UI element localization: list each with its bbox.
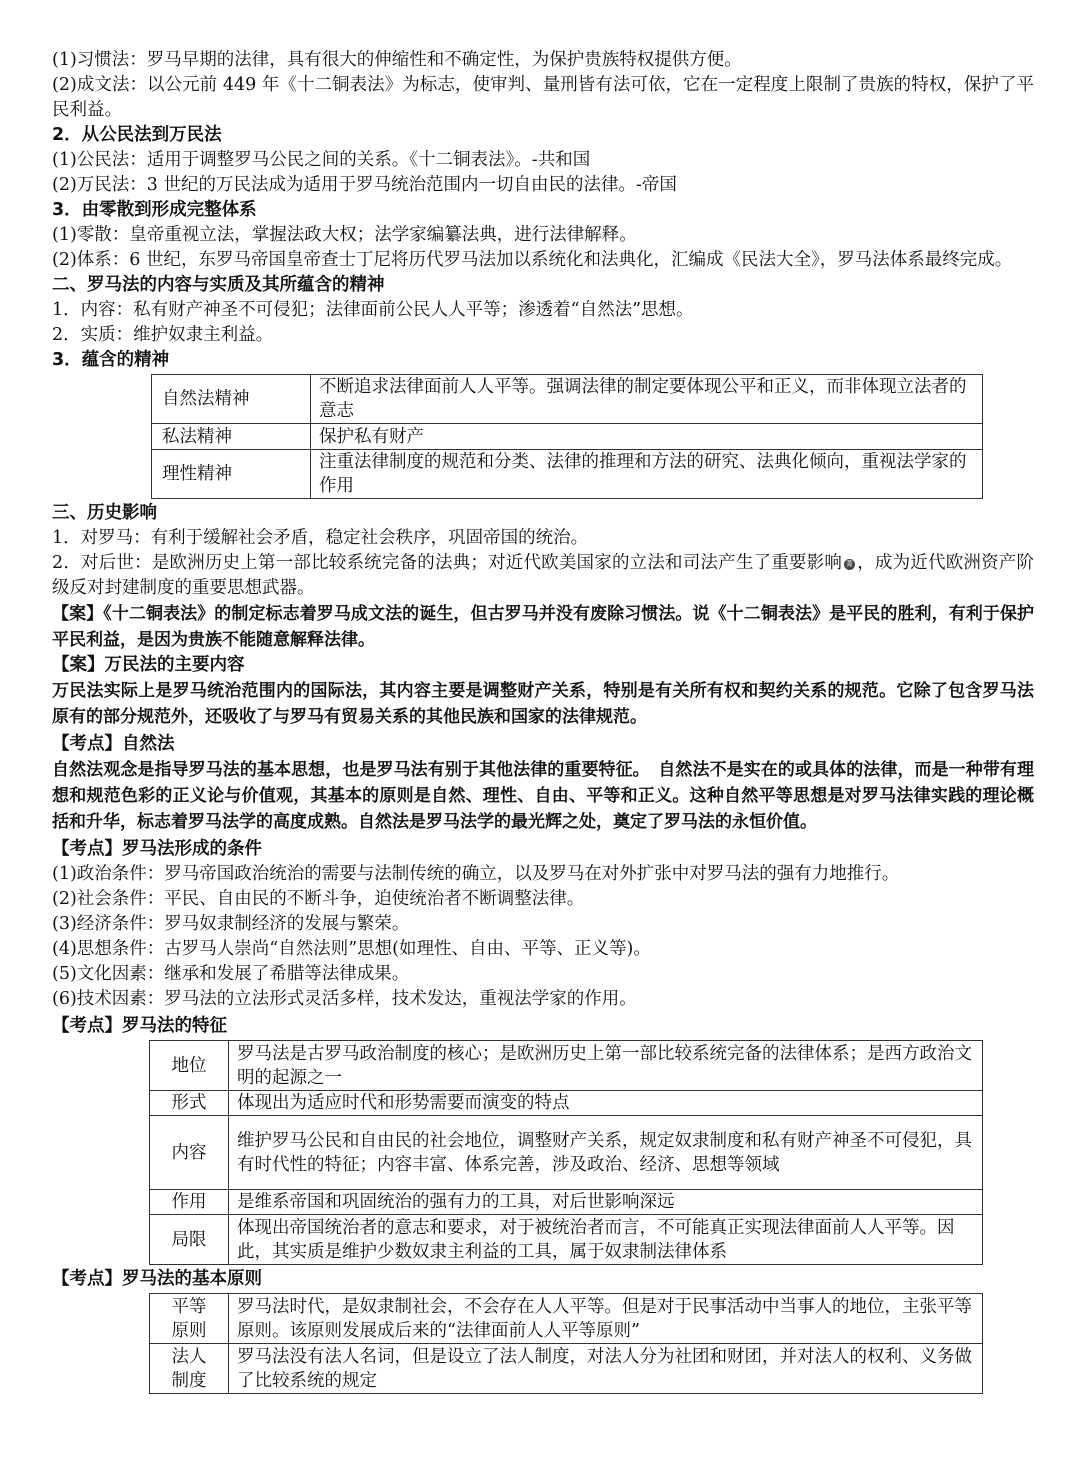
table-key: 地位: [150, 1041, 229, 1091]
table-value: 体现出帝国统治者的意志和要求，对于被统治者而言，不可能真正实现法律面前人人平等。因此，其实质是维护少数奴隶主利益的工具，属于奴隶制法律体系: [229, 1215, 983, 1265]
table-key: [150, 1344, 229, 1394]
paragraph-law-of-nations: (2)万民法：3 世纪的万民法成为适用于罗马统治范围内一切自由民的法律。-帝国: [52, 175, 677, 195]
table-key: 理性精神: [152, 450, 311, 499]
section-title-content-spirit: 二、罗马法的内容与实质及其所蕴含的精神: [52, 275, 385, 295]
table-value: 是维系帝国和巩固统治的强有力的工具，对后世影响深远: [229, 1190, 983, 1215]
table-key: 形式: [150, 1091, 229, 1116]
heading-complete-system: 3．由零散到形成完整体系: [52, 200, 257, 220]
list-item: (3)经济条件：罗马奴隶制经济的发展与繁荣。: [52, 914, 410, 934]
table-key: [150, 1294, 229, 1344]
watermark-mark-icon: 菁: [846, 560, 854, 568]
paragraph-scattered: (1)零散：皇帝重视立法，掌握法政大权；法学家编纂法典，进行法律解释。: [52, 225, 637, 245]
list-item: (6)技术因素：罗马法的立法形式灵活多样，技术发达，重视法学家的作用。: [52, 989, 637, 1009]
paragraph-essence: 2．实质：维护奴隶主利益。: [52, 325, 274, 345]
note-twelve-tables: [52, 601, 1034, 653]
key-line: 制度: [171, 1370, 207, 1391]
table-row: [150, 1294, 983, 1344]
key-line: 原则: [171, 1320, 207, 1341]
note-title-conditions: 【考点】罗马法形成的条件: [52, 839, 262, 859]
table-row: [152, 375, 983, 424]
influence-text-b: ，成为近代欧洲资产阶级反对封建制度的重要思想武器。: [52, 553, 1034, 598]
key-line: 平等: [171, 1296, 207, 1317]
paragraph-system: (2)体系：6 世纪，东罗马帝国皇帝查士丁尼将历代罗马法加以系统化和法典化，汇编成《民法大全》，罗马法体系最终完成。: [52, 250, 1013, 270]
table-key: 作用: [150, 1190, 229, 1215]
table-value: 维护罗马公民和自由民的社会地位，调整财产关系，规定奴隶制度和私有财产神圣不可侵犯，具有时代性的特征；内容丰富、体系完善，涉及政治、经济、思想等领域: [229, 1116, 983, 1190]
table-value: 保护私有财产: [311, 424, 983, 450]
table-row: [150, 1215, 983, 1265]
list-item: (5)文化因素：继承和发展了希腊等法律成果。: [52, 964, 410, 984]
table-value: 体现出为适应时代和形势需要而演变的特点: [229, 1091, 983, 1116]
table-row: [152, 450, 983, 499]
table-key: 私法精神: [152, 424, 311, 450]
influence-text-a: 2．对后世：是欧洲历史上第一部比较系统完备的法典；对近代欧美国家的立法和司法产生了重要影响: [52, 553, 843, 573]
spirit-table: [151, 374, 983, 499]
note-text-natural-law: 自然法观念是指导罗马法的基本思想，也是罗马法有别于其他法律的重要特征。 自然法不是实在的或具体的法律，而是一种带有理想和规范色彩的正义论与价值观，其基本的原则是自然、理性、自由、平等和正义。这种自然平等思想是对罗马法律实践的理论概括和升华，标志着罗马法学的高度成熟。自然法是罗马法学的最光辉之处，奠定了罗马法的永恒价值。: [52, 760, 1034, 832]
table-row: [150, 1041, 983, 1091]
table-value: 不断追求法律面前人人平等。强调法律的制定要体现公平和正义，而非体现立法者的意志: [311, 375, 983, 424]
principles-table: [149, 1293, 983, 1394]
note-text-law-of-nations: 万民法实际上是罗马统治范围内的国际法，其内容主要是调整财产关系，特别是有关所有权和契约关系的规范。它除了包含罗马法原有的部分规范外，还吸收了与罗马有贸易关系的其他民族和国家的法律规范。: [52, 681, 1034, 727]
features-table: [149, 1040, 983, 1265]
table-value: 注重法律制度的规范和分类、法律的推理和方法的研究、法典化倾向，重视法学家的作用: [311, 450, 983, 499]
note-title-natural-law: 【考点】自然法: [52, 734, 175, 754]
table-row: [150, 1344, 983, 1394]
table-row: [150, 1116, 983, 1190]
note-title-principles: 【考点】罗马法的基本原则: [52, 1269, 262, 1289]
paragraph-influence-rome: 1．对罗马：有利于缓解社会矛盾，稳定社会秩序，巩固帝国的统治。: [52, 528, 589, 548]
paragraph-citizen-law: (1)公民法：适用于调整罗马公民之间的关系。《十二铜表法》。-共和国: [52, 150, 591, 170]
table-key: 局限: [150, 1215, 229, 1265]
table-value: 罗马法是古罗马政治制度的核心；是欧洲历史上第一部比较系统完备的法律体系；是西方政治文明的起源之一: [229, 1041, 983, 1091]
paragraph-written-law: (2)成文法：以公元前 449 年《十二铜表法》为标志，使审判、量刑皆有法可依，它在一定程度上限制了贵族的特权，保护了平民利益。: [52, 75, 1034, 120]
note-title-features: 【考点】罗马法的特征: [52, 1016, 227, 1036]
table-key: 内容: [150, 1116, 229, 1190]
note-title-law-of-nations: 【案】万民法的主要内容: [52, 655, 245, 675]
note-tag: 【案】: [52, 604, 104, 624]
key-line: 法人: [171, 1346, 207, 1367]
heading-citizen-to-nations-law: 2．从公民法到万民法: [52, 125, 222, 145]
table-value: 罗马法时代，是奴隶制社会，不会存在人人平等。但是对于民事活动中当事人的地位，主张平等原则。该原则发展成后来的“法律面前人人平等原则”: [229, 1294, 983, 1344]
paragraph-influence-later: [52, 551, 1034, 601]
paragraph-content: 1．内容：私有财产神圣不可侵犯；法律面前公民人人平等；渗透着“自然法”思想。: [52, 300, 694, 320]
table-row: [152, 424, 983, 450]
heading-spirit: 3．蕴含的精神: [52, 350, 170, 370]
section-title-influence: 三、历史影响: [52, 503, 157, 523]
paragraph-customary-law: (1)习惯法：罗马早期的法律，具有很大的伸缩性和不确定性，为保护贵族特权提供方便。: [52, 50, 742, 70]
table-row: [150, 1190, 983, 1215]
table-row: [150, 1091, 983, 1116]
table-key: 自然法精神: [152, 375, 311, 424]
note-text: 《十二铜表法》的制定标志着罗马成文法的诞生，但古罗马并没有废除习惯法。说《十二铜表法》是平民的胜利，有利于保护平民利益，是因为贵族不能随意解释法律。: [52, 604, 1035, 650]
table-value: 罗马法没有法人名词，但是设立了法人制度，对法人分为社团和财团，并对法人的权利、义务做了比较系统的规定: [229, 1344, 983, 1394]
list-item: (4)思想条件：古罗马人崇尚“自然法则”思想(如理性、自由、平等、正义等)。: [52, 939, 651, 959]
list-item: (1)政治条件：罗马帝国政治统治的需要与法制传统的确立，以及罗马在对外扩张中对罗马法的强有力地推行。: [52, 864, 900, 884]
list-item: (2)社会条件：平民、自由民的不断斗争，迫使统治者不断调整法律。: [52, 889, 585, 909]
